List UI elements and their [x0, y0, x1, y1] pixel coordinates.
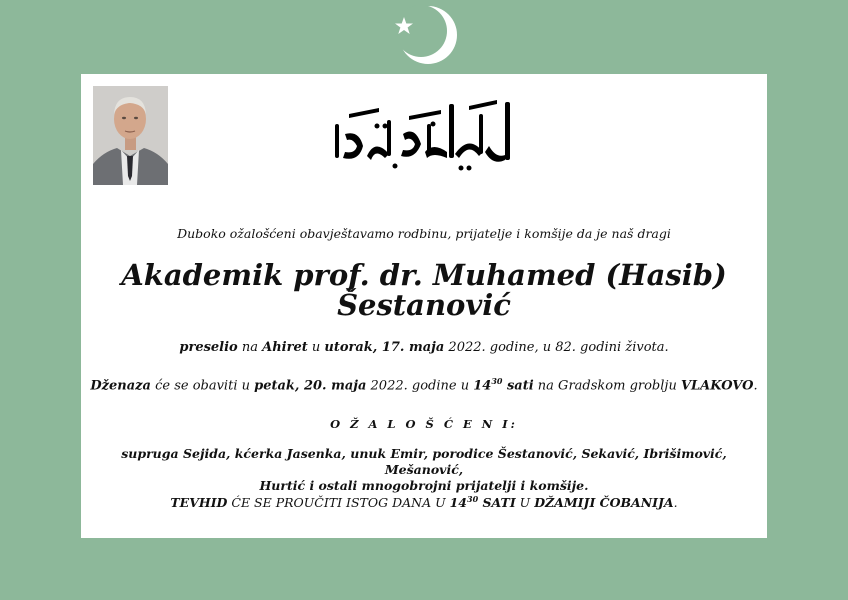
passing-verb: preselio [179, 340, 238, 355]
mourners-line2: Hurtić i ostali mnogobrojni prijatelji i komšije. [259, 478, 589, 493]
funeral-sati: sati [502, 378, 534, 394]
passing-text-3: 2022. godine, u 82. godini života. [444, 340, 669, 355]
funeral-text-4: . [753, 378, 758, 394]
funeral-text-2: 2022. godine u [366, 378, 474, 394]
mourners-list [81, 446, 767, 494]
portrait-photo [93, 86, 168, 185]
funeral-info [81, 376, 767, 393]
funeral-text-1: će se obaviti u [150, 378, 255, 394]
tevhid-hour: 14 [449, 495, 468, 511]
tevhid-word: TEVHID [170, 495, 228, 511]
tevhid-text-2: U [515, 495, 535, 511]
mourners-heading: O Ž A L O Š Ć E N I: [330, 417, 518, 431]
obituary-card [81, 74, 767, 538]
deceased-name [81, 260, 767, 320]
passing-text-1: na [237, 340, 263, 355]
tevhid-text-1: ĆE SE PROUČITI ISTOG DANA U [227, 495, 450, 511]
passing-date: utorak, 17. maja [324, 340, 445, 355]
passing-info [81, 340, 767, 355]
passing-ahiret: Ahiret [262, 340, 308, 355]
mourners-line1: supruga Sejida, kćerka Jasenka, unuk Emir, porodice Šestanović, Sekavić, Ibrišimović, Mešanović, [121, 446, 727, 477]
passing-text-2: u [307, 340, 325, 355]
intro-text: Duboko ožalošćeni obavještavamo rodbinu, prijatelje i komšije da je naš dragi [177, 226, 671, 241]
crescent-star-icon [392, 4, 462, 66]
tevhid-text-3: . [673, 495, 678, 511]
funeral-text-3: na Gradskom groblju [533, 378, 681, 394]
tevhid-mosque: DŽAMIJI ČOBANIJA [534, 495, 674, 511]
funeral-hour: 14 [473, 378, 492, 394]
deceased-name-line1: Akademik prof. dr. Muhamed (Hasib) [121, 258, 727, 292]
arabic-calligraphy [329, 94, 519, 179]
tevhid-minute: 30 [467, 494, 479, 504]
tevhid-info [81, 494, 767, 510]
funeral-date: petak, 20. maja [254, 378, 367, 394]
funeral-minute: 30 [491, 376, 503, 386]
tevhid-sati: SATI [478, 495, 516, 511]
funeral-cemetery: VLAKOVO [680, 378, 754, 394]
deceased-name-line2: Šestanović [337, 288, 511, 322]
funeral-word: Dženaza [90, 378, 151, 394]
